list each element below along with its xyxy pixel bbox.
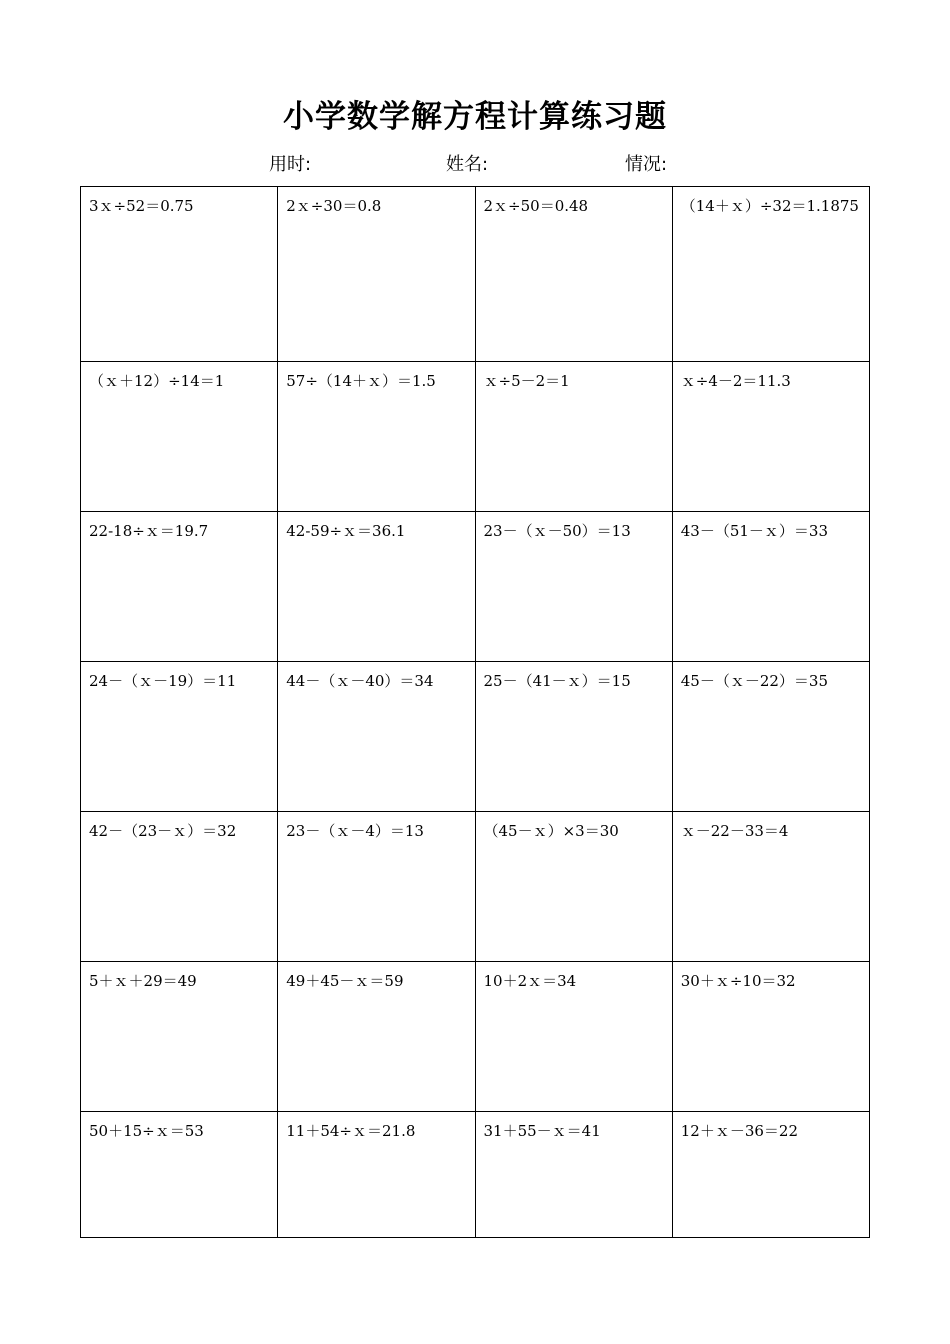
problem-cell: 43－（51－ｘ）＝33	[672, 512, 869, 662]
problem-cell: 10＋2ｘ＝34	[475, 962, 672, 1112]
problem-cell: 12＋ｘ－36＝22	[672, 1112, 869, 1238]
problem-cell: ｘ÷5－2＝1	[475, 362, 672, 512]
problem-cell: 25－（41－ｘ）＝15	[475, 662, 672, 812]
problem-cell: 31＋55－ｘ＝41	[475, 1112, 672, 1238]
problem-cell: 44－（ｘ－40）＝34	[278, 662, 475, 812]
problem-row	[81, 662, 870, 812]
problem-row	[81, 512, 870, 662]
problem-row	[81, 812, 870, 962]
problem-cell: 30＋ｘ÷10＝32	[672, 962, 869, 1112]
problem-cell: 5＋ｘ＋29＝49	[81, 962, 278, 1112]
problem-cell: （14＋ｘ）÷32＝1.1875	[672, 187, 869, 362]
problem-cell: 2ｘ÷30＝0.8	[278, 187, 475, 362]
problem-cell: 23－（ｘ－50）＝13	[475, 512, 672, 662]
problem-grid	[80, 186, 870, 1238]
problem-row	[81, 187, 870, 362]
problem-cell: 11＋54÷ｘ＝21.8	[278, 1112, 475, 1238]
problem-row	[81, 1112, 870, 1238]
page-title: 小学数学解方程计算练习题	[283, 99, 667, 135]
problem-cell: 42-59÷ｘ＝36.1	[278, 512, 475, 662]
problem-cell: 23－（ｘ－4）＝13	[278, 812, 475, 962]
problem-cell: 50＋15÷ｘ＝53	[81, 1112, 278, 1238]
time-label: 用时:	[269, 154, 312, 175]
problem-cell: 42－（23－ｘ）＝32	[81, 812, 278, 962]
name-label: 姓名:	[446, 154, 489, 175]
problem-cell: 24－（ｘ－19）＝11	[81, 662, 278, 812]
status-label: 情况:	[625, 154, 668, 175]
problem-cell: 2ｘ÷50＝0.48	[475, 187, 672, 362]
problem-cell: 3ｘ÷52＝0.75	[81, 187, 278, 362]
problem-cell: （ｘ＋12）÷14＝1	[81, 362, 278, 512]
problem-cell: （45－ｘ）×3＝30	[475, 812, 672, 962]
problem-cell: 45－（ｘ－22）＝35	[672, 662, 869, 812]
problem-cell: 57÷（14＋ｘ）＝1.5	[278, 362, 475, 512]
problem-cell: 22-18÷ｘ＝19.7	[81, 512, 278, 662]
problem-cell: 49＋45－ｘ＝59	[278, 962, 475, 1112]
problem-row	[81, 362, 870, 512]
problem-cell: ｘ－22－33＝4	[672, 812, 869, 962]
problem-cell: ｘ÷4－2＝11.3	[672, 362, 869, 512]
problem-row	[81, 962, 870, 1112]
